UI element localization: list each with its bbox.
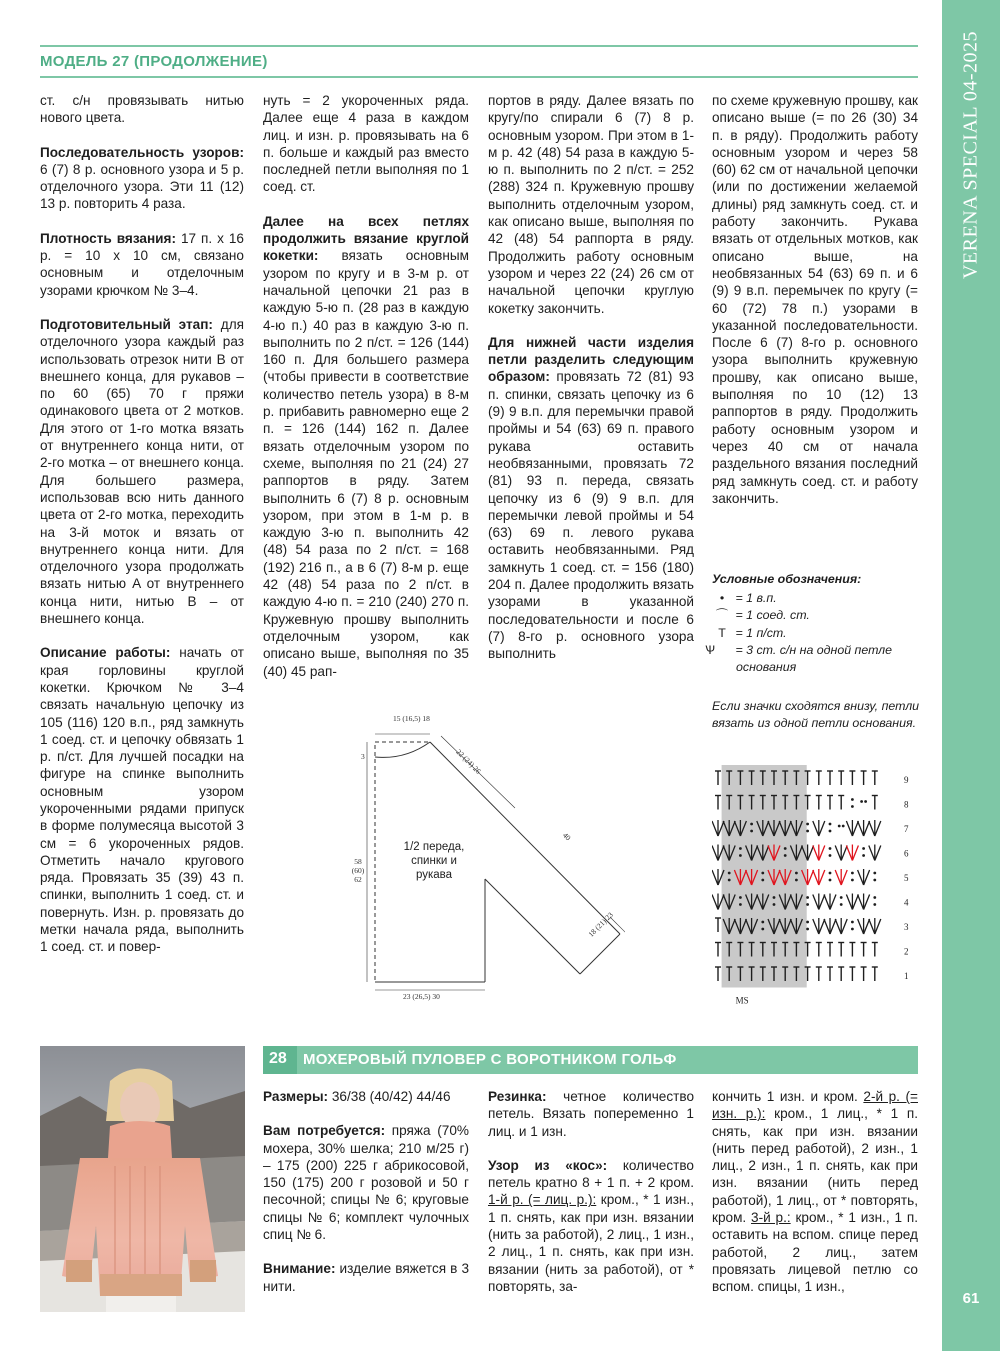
slip-stitch-icon: ⌒	[715, 608, 729, 623]
paragraph: портов в ряду. Далее вязать по кругу/по спирали 6 (7) 8 р. основным узором. При этом в 1-м р. 42 (48) 54 раза в каждую 5-ю п. выполнить по 2 п/ст. = 252 (288) 324 п. Кружевную прошву выполнить отделочным узором, как описано выше, выполняя по 42 (48) 54 раппорта в ряду. Продолжить работу основным узором и через 22 (24) 26 см от начальной цепочки круглую кокетку закончить.	[488, 93, 694, 316]
fan-stitch-right	[864, 895, 870, 910]
fan-stitch-left	[846, 895, 852, 910]
chain-stitch-icon	[761, 921, 764, 924]
chain-stitch-icon	[840, 896, 843, 899]
header-rule	[40, 45, 918, 47]
fan-stitch-right	[830, 895, 836, 910]
legend-item: T = 1 п/ст.	[712, 625, 927, 642]
chain-stitch-icon	[873, 872, 876, 875]
paragraph: по схеме кружевную прошву, как описано выше (= по 26 (30) 34 п. в ряду). Продолжить работу основным узором и через 58 (60) 62 см от начальной цепочки (или по достижении желаемой длины) ряд замкнуть соед. ст. и работу закончить. Рукава вязать от отдельных мотков, как описано выше, на необвязанных 54 (63) 69 п. и 6 (9) 9 в.п. перемычек по кругу (= 60 (72) 78 п.) узорами в указанной последовательности. После 6 (7) 8-го р. основного узора выполнить кружевную прошву, как описано выше, выполняя по 10 (12) 13 раппортов в ряду. Продолжить работу основным узором и через 40 см от начала раздельного вязания последний ряд замкнуть соед. ст. и работу закончить.	[712, 93, 918, 506]
chain-stitch-icon	[761, 928, 764, 931]
paragraph: Вам потребуется: пряжа (70% мохера, 30% шелка; 210 м/25 г) – 175 (200) 225 г абрикосовой, 150 (175) 200 г розовой и 50 г песочной; спицы № 6; круговые спицы № 6; комплект чулочных спиц № 6.	[263, 1123, 469, 1243]
dim-length: 58 (60) 62	[351, 857, 365, 884]
chain-stitch-icon	[840, 903, 843, 906]
chain-stitch-icon	[728, 879, 731, 882]
chain-stitch-icon	[806, 928, 809, 931]
model-28-column-1	[263, 1088, 469, 1295]
paragraph: Описание работы: начать от края горловины круглой кокетки. Крючком № 3–4 связать начальную цепочку из 105 (116) 120 в.п., ряд замкнуть 1 соед. ст. и цепочку обвязать 1 р. п/ст. Для лучшей посадки на фигуре на спинке выполнить основным узором укороченными рядами припуск в форме полумесяца высотой 3 см = 6 укороченных рядов. Отметить начало кругового ряда. Провязать 35 (39) 43 п. спинки, выполнить 1 соед. ст. и повернуть. Изн. р. провязать до метки начала ряда, выполнить 1 соед. ст. и повер-	[40, 645, 244, 955]
chain-stitch-icon	[806, 830, 809, 833]
fan-stitch-right	[852, 821, 858, 836]
page-title: МОДЕЛЬ 27 (ПРОДОЛЖЕНИЕ)	[40, 53, 268, 70]
fan-stitch-left	[712, 870, 718, 885]
chain-stitch-icon	[873, 879, 876, 882]
dim-cuff: 18 (21) 23	[586, 910, 615, 939]
chain-stitch-icon	[864, 800, 867, 803]
chain-stitch-icon	[795, 879, 798, 882]
fan-stitch-left	[858, 870, 864, 885]
chain-stitch-icon	[862, 854, 865, 857]
chain-stitch-icon	[739, 903, 742, 906]
fan-stitch-right	[875, 846, 881, 861]
paragraph: Внимание: изделие вяжется в 3 нити.	[263, 1261, 469, 1294]
chain-stitch-icon	[750, 823, 753, 826]
dim-shoulder: 22 (24) 26	[454, 747, 483, 776]
fan-stitch-left	[813, 846, 819, 861]
fan-stitch-left	[813, 821, 819, 836]
fan-stitch-left	[712, 821, 718, 836]
fan-stitch-right	[864, 919, 870, 934]
text-column-4	[712, 92, 918, 507]
schematic-drawing	[345, 712, 625, 1002]
chain-stitch-icon	[773, 903, 776, 906]
chain-stitch-icon	[784, 847, 787, 850]
header-underline	[40, 76, 918, 78]
garment-schematic	[345, 712, 625, 1002]
chain-stitch-icon	[829, 830, 832, 833]
chain-stitch-icon	[739, 854, 742, 857]
chain-stitch-icon	[806, 903, 809, 906]
fan-stitch-right	[875, 919, 881, 934]
fan-stitch-right	[841, 919, 847, 934]
chain-stitch-icon	[851, 805, 854, 808]
fan-stitch-right	[852, 846, 858, 861]
paragraph: Для нижней части изделия петли разделить следующим образом: провязать 72 (81) 93 п. спинки, связать цепочку из 6 (9) 9 в.п. для перемычки правой проймы и 54 (63) 69 п. правого рукава оставить необвязанными, провязать 72 (81) 93 п. переда, связать цепочку из 6 (9) 9 в.п. для перемычки левой проймы и 54 (63) 69 п. левого рукава оставить необвязанными. Ряд замкнуть 1 соед. ст. = 156 (180) 204 п. Далее продолжить вязать узорами в указанной последовательности и после 6 (7) 8-го р. основного узора выполнить	[488, 334, 694, 662]
chain-stitch-icon	[773, 896, 776, 899]
paragraph: Далее на всех петлях продолжить вязание круглой кокетки: вязать основным узором по кругу и в 3-м р. от начальной цепочки 21 раз в каждую 5-ю п. (28 раз в каждую 4-ю п.) 40 раз в каждую 3-ю п. выполнить по 2 п/ст. = 126 (144) 160 п. Для большего размера (чтобы привести в соответствие количество петель узора) в 8-м р. прибавить равномерно еще 2 п. = 126 (144) 162 п. Далее вязать отделочным узором по схеме, выполняя по 21 (24) 27 раппортов в ряду. Затем выполнить 6 (7) 8 р. основным узором, при этом в 1-м р. в каждую 3-ю п. выполнить 42 (48) 54 раза по 2 п/ст. = 168 (192) 216 п., а в 6 (7) 8-м р. еще 42 (48) 54 раза по 2 п/ст. в каждую 4-ю п. = 210 (240) 270 п. Кружевную прошву выполнить отделочным узором, как описано выше, выполняя по 35 (40) 45 рап-	[263, 213, 469, 679]
stitch-chart	[712, 765, 922, 1005]
fan-stitch-right	[875, 821, 881, 836]
model-photo	[40, 1046, 245, 1312]
chain-stitch-icon	[761, 879, 764, 882]
dim-sleeve: 40	[560, 830, 573, 843]
fan-stitch-left	[858, 919, 864, 934]
symbol-legend	[705, 571, 927, 733]
fan-stitch-right	[808, 846, 814, 861]
row-number: 8	[904, 799, 909, 810]
dim-drop: 3	[361, 752, 365, 761]
text-column-3	[488, 92, 694, 663]
paragraph: Подготовительный этап: для отделочного узора каждый раз использовать отрезок нити B от внешнего конца, для рукавов – по 60 (65) 70 г пряжи одинакового цвета от 2 мотков. Для этого от 1-го мотка вязать от внутреннего конца нити, от 2-го мотка – от внешнего конца. Для большего размера, использовав всю нить данного цвета от 2-го мотка, переходить на 3-й моток и вязать от внутреннего конца нити. Для отделочного узора продолжать вязать нитью A от внутреннего конца нити, нитью B – от внешнего конца.	[40, 316, 244, 627]
chain-stitch-icon	[842, 825, 845, 828]
chain-stitch-icon	[873, 903, 876, 906]
legend-title: Условные обозначения:	[712, 572, 862, 586]
row-number: 5	[904, 873, 909, 883]
chain-stitch-icon	[851, 879, 854, 882]
fan-stitch-right	[819, 919, 825, 934]
row-number: 6	[904, 848, 909, 859]
fan-stitch-left	[835, 919, 841, 934]
chain-stitch-icon	[806, 896, 809, 899]
chain-stitch-icon	[851, 921, 854, 924]
chain-stitch-icon	[851, 798, 854, 801]
chain-stitch-icon	[829, 879, 832, 882]
chain-stitch-icon	[851, 872, 854, 875]
model-28-title: МОХЕРОВЫЙ ПУЛОВЕР С ВОРОТНИКОМ ГОЛЬФ	[303, 1051, 677, 1068]
chain-stitch-icon	[862, 847, 865, 850]
row-number: 4	[904, 897, 909, 908]
fan-stitch-left	[824, 895, 830, 910]
fan-stitch-right	[852, 895, 858, 910]
fan-stitch-left	[869, 919, 875, 934]
chain-stitch-icon	[739, 896, 742, 899]
fan-stitch-right	[819, 895, 825, 910]
paragraph: нуть = 2 укороченных ряда. Далее еще 4 раза в каждом лиц. и изн. р. провязывать на 6 п. больше и каждый раз вместо последней петли выполняя по 1 соед. ст.	[263, 93, 469, 195]
row-number: 1	[904, 971, 909, 981]
chain-stitch-icon	[873, 896, 876, 899]
fan-stitch-right	[841, 846, 847, 861]
fan-stitch-left	[813, 870, 819, 885]
fan-stitch-left	[712, 895, 718, 910]
repeat-highlight	[722, 765, 807, 988]
chain-stitch-icon	[829, 854, 832, 857]
dim-neck: 15 (16,5) 18	[393, 714, 430, 723]
paragraph: Плотность вязания: 17 п. x 16 р. = 10 x 10 см, связано основным и отделочным узорами крючком № 3–4.	[40, 230, 244, 298]
legend-note: Если значки сходятся внизу, петли вязать из одной петли основания.	[712, 699, 920, 731]
chain-stitch-icon	[829, 823, 832, 826]
page-number: 61	[962, 1290, 980, 1307]
repeat-label: MS	[735, 995, 749, 1005]
fan-stitch-left	[846, 821, 852, 836]
row-number: 7	[904, 824, 909, 834]
model-number: 28	[269, 1050, 287, 1067]
paragraph: Резинка: четное количество петель. Вязать попеременно 1 лиц. и 1 изн.	[488, 1089, 694, 1139]
model-photo-image	[40, 1046, 245, 1312]
chain-stitch-icon	[806, 823, 809, 826]
row-number: 2	[904, 946, 909, 957]
fan-stitch-right	[819, 821, 825, 836]
chain-stitch-icon	[838, 825, 841, 828]
fan-stitch-left	[869, 846, 875, 861]
chain-stitch-icon: •	[719, 591, 725, 606]
fan-stitch-left	[813, 919, 819, 934]
chain-stitch-icon	[806, 921, 809, 924]
dim-width: 23 (26,5) 30	[403, 992, 440, 1001]
chain-stitch-icon	[851, 928, 854, 931]
legend-item: Ѱ = 3 ст. с/н на одной петле основания	[705, 642, 893, 675]
text-column-1	[40, 92, 244, 956]
fan-stitch-left	[835, 870, 841, 885]
text-column-2	[263, 92, 469, 680]
paragraph: кончить 1 изн. и кром. 2-й р. (= изн. р.): кром., 1 лиц., * 1 п. снять, как при изн. вязании (нить перед работой), 2 изн., 1 лиц., 2 изн., 1 п. снять, как при изн. вязании (нить перед работой), 1 лиц., от * повторять, кром. 3-й р.: кром., * 1 изн., 1 п. оставить на вспом. спице перед работой, 2 лиц., затем провязать лицевой петлю со вспом. спицы, 1 изн.,	[712, 1089, 918, 1295]
fan-stitch-right	[819, 870, 825, 885]
fan-stitch-left	[869, 821, 875, 836]
chain-stitch-icon	[829, 847, 832, 850]
chain-stitch-icon	[795, 872, 798, 875]
fan-stitch-left	[835, 846, 841, 861]
schematic-label: 1/2 переда, спинки и рукава	[403, 841, 465, 881]
chain-stitch-icon	[750, 830, 753, 833]
model-28-column-2	[488, 1088, 694, 1295]
fan-stitch-right	[864, 821, 870, 836]
model-28-column-3	[712, 1088, 918, 1296]
stitch-chart-drawing	[712, 765, 922, 1005]
fan-stitch-left	[846, 846, 852, 861]
fan-stitch-right	[808, 870, 814, 885]
fan-stitch-left	[712, 846, 718, 861]
row-number: 9	[904, 775, 909, 785]
paragraph: Последовательность узоров: 6 (7) 8 р. основного узора и 5 р. отделочного узора. Эти 11 (12) 13 р. повторить 4 раза.	[40, 144, 244, 212]
fan-stitch-right	[864, 870, 870, 885]
fan-stitch-left	[858, 821, 864, 836]
chain-stitch-icon	[829, 872, 832, 875]
fan-stitch-right	[819, 846, 825, 861]
chain-stitch-icon	[739, 847, 742, 850]
fan-stitch-left	[858, 895, 864, 910]
chain-stitch-icon	[761, 872, 764, 875]
fan-stitch-left	[813, 895, 819, 910]
chain-stitch-icon	[860, 800, 863, 803]
row-number: 3	[904, 922, 909, 932]
chain-stitch-icon	[728, 872, 731, 875]
shell-stitch-icon: Ѱ	[705, 642, 715, 657]
model-28-header	[263, 1046, 918, 1074]
fan-stitch-left	[824, 919, 830, 934]
chain-stitch-icon	[784, 854, 787, 857]
fan-stitch-right	[841, 870, 847, 885]
legend-item: • = 1 в.п.	[712, 590, 927, 607]
magazine-name: VERENA SPECIAL 04-2025	[959, 30, 982, 280]
legend-item: ⌒ = 1 соед. ст.	[712, 607, 927, 624]
paragraph: Узор из «кос»: количество петель кратно 8 + 1 п. + 2 кром. 1-й р. (= лиц. р.): кром., * 1 изн., 1 п. снять, как при изн. вязании (нить за работой), 2 лиц., 1 изн., 2 лиц., 1 п. снять, как при изн. вязании (нить за работой), от * повторять, за-	[488, 1157, 694, 1294]
paragraph: Размеры: 36/38 (40/42) 44/46	[263, 1089, 451, 1104]
half-double-crochet-icon: T	[718, 625, 726, 640]
fan-stitch-right	[830, 919, 836, 934]
paragraph: ст. с/н провязывать нитью нового цвета.	[40, 93, 244, 126]
